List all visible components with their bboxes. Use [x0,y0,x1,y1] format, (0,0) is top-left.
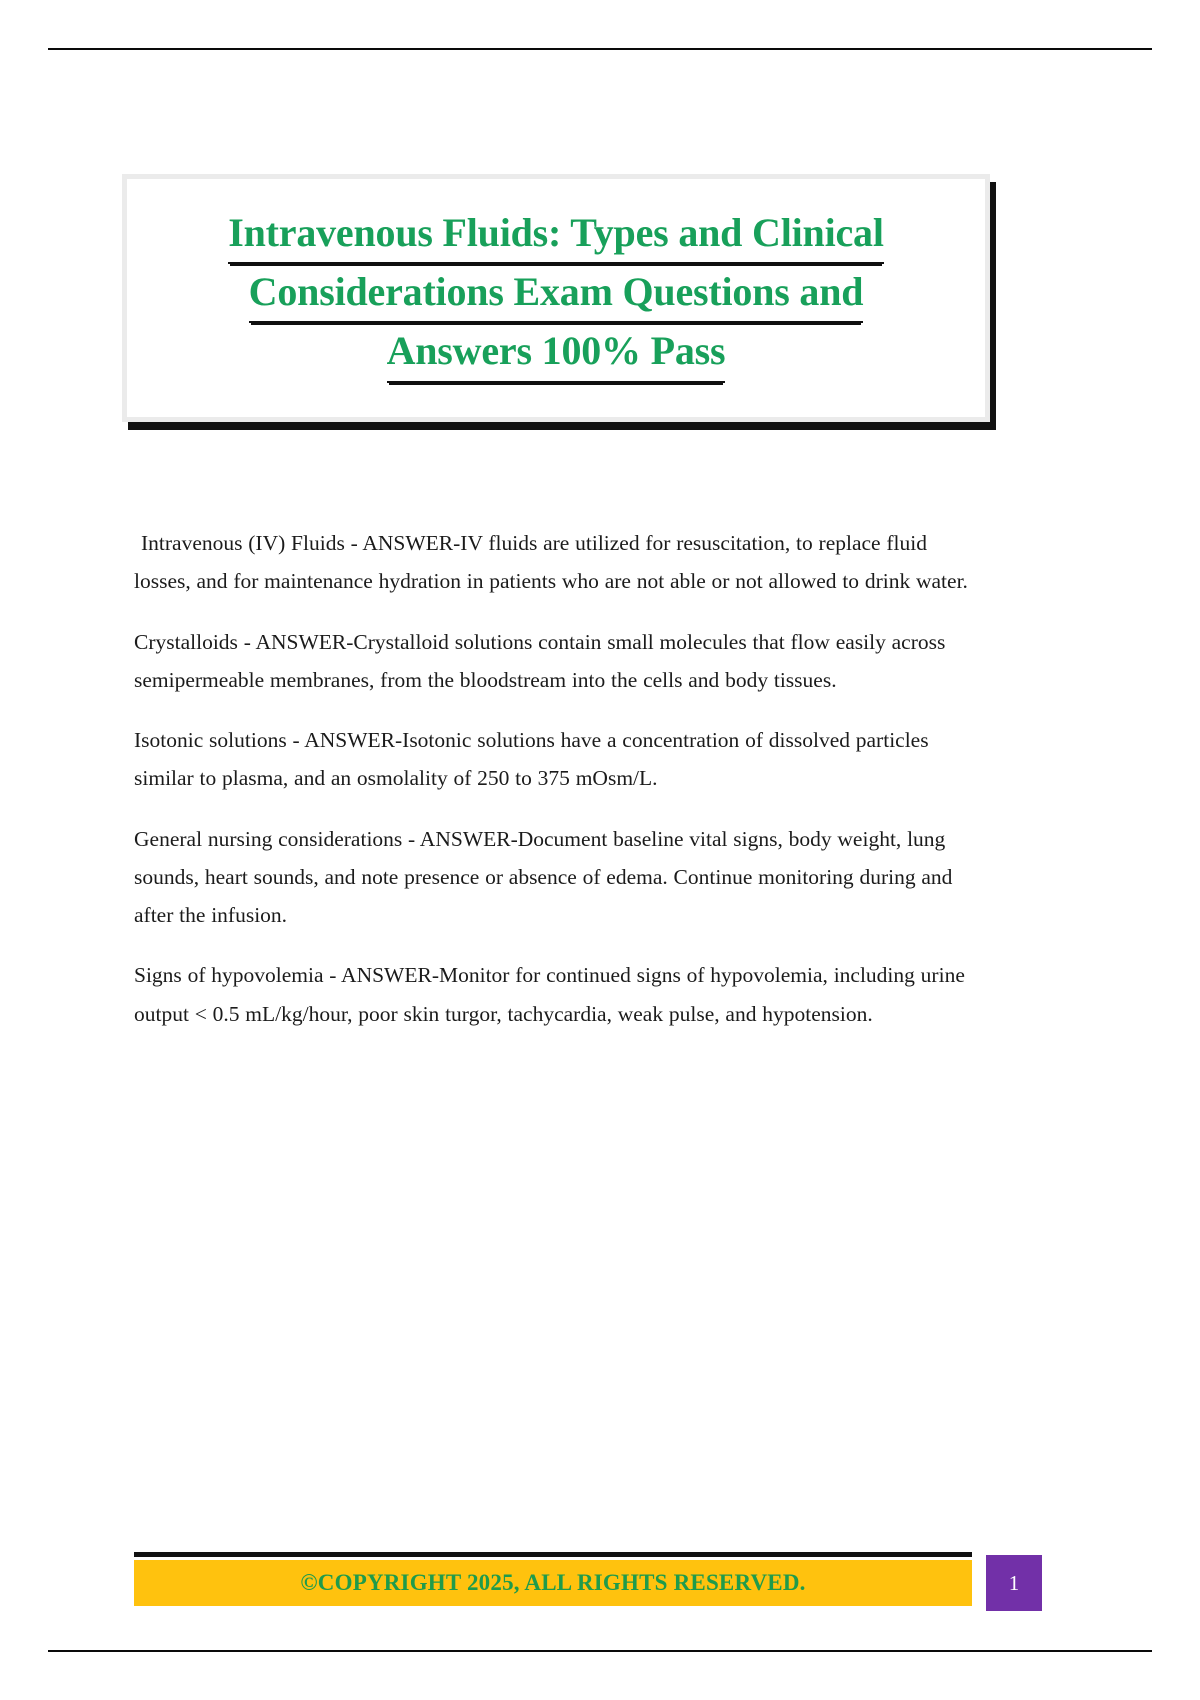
title-line-1-text: Intravenous Fluids: Types and Clinical [228,205,884,264]
title-line-1 [151,205,961,264]
footer-top-rule [134,1552,972,1557]
page-number: 1 [1008,1570,1020,1595]
document-title-block [122,174,990,422]
paragraph-crystalloids: Crystalloids - ANSWER-Crystalloid solutions contain small molecules that flow easily across semipermeable membranes, from the bloodstream into the cells and body tissues. [134,629,946,692]
paragraph-iv-fluids: Intravenous (IV) Fluids - ANSWER-IV fluids are utilized for resuscitation, to replace fluid losses, and for maintenance hydration in patients who are not able or not allowed to drink water. [134,531,968,594]
title-line-3-text: Answers 100% Pass [387,323,726,382]
title-box [122,174,990,422]
title-line-2 [151,264,961,323]
document-footer [134,1552,1040,1614]
document-body [134,524,972,1055]
paragraph-general-nursing-considerations: General nursing considerations - ANSWER-Document baseline vital signs, body weight, lung sounds, heart sounds, and note presence or absence of edema. Continue monitoring during and after the infusion. [134,826,953,928]
title-line-2-text: Considerations Exam Questions and [249,264,864,323]
page-number-box [986,1555,1042,1611]
footer-copyright-bar [134,1560,972,1606]
page-top-rule [48,48,1152,50]
paragraph-signs-of-hypovolemia: Signs of hypovolemia - ANSWER-Monitor for continued signs of hypovolemia, including urine output < 0.5 mL/kg/hour, poor skin turgor, tachycardia, weak pulse, and hypotension. [134,963,965,1026]
footer-copyright-text: ©COPYRIGHT 2025, ALL RIGHTS RESERVED. [300,1570,806,1595]
title-line-3 [151,323,961,382]
page-bottom-rule [48,1650,1152,1652]
paragraph-isotonic-solutions: Isotonic solutions - ANSWER-Isotonic solutions have a concentration of dissolved particles similar to plasma, and an osmolality of 250 to 375 mOsm/L. [134,728,929,791]
